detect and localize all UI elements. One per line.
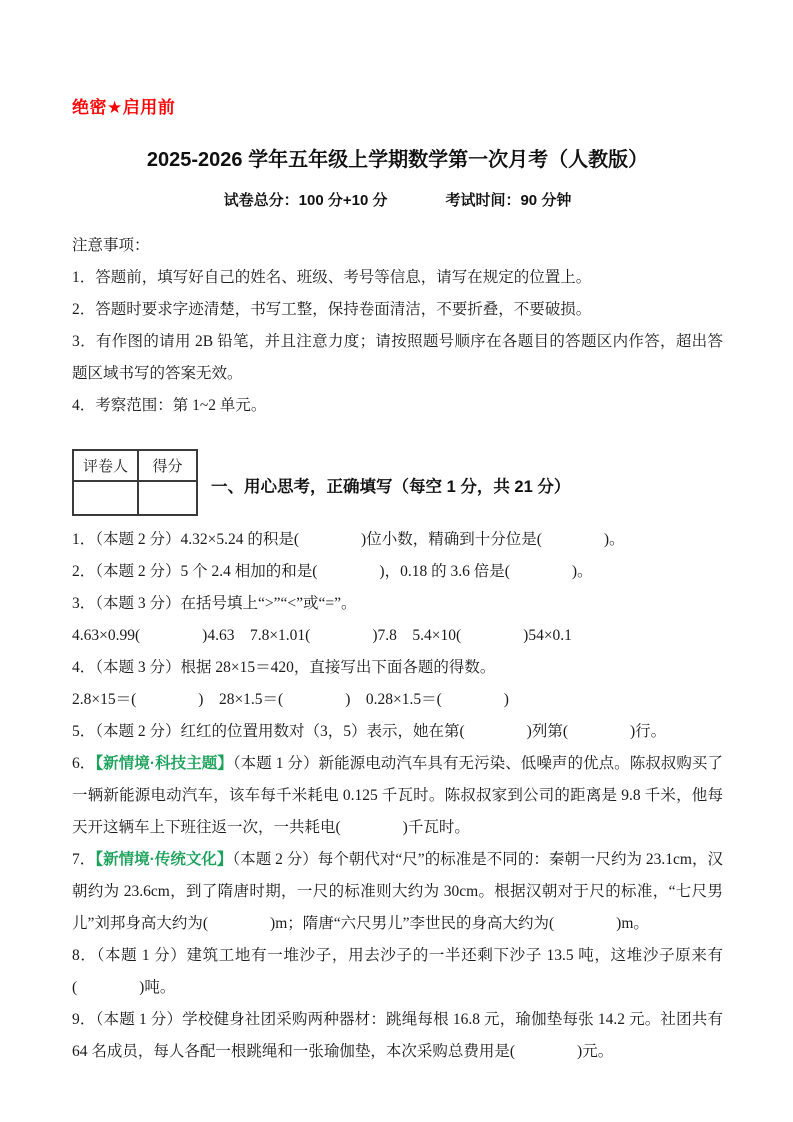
question-text: 8．（本题 1 分）建筑工地有一堆沙子，用去沙子的一半还剩下沙子 13.5 吨，这堆沙子原来有( )吨。 (72, 947, 723, 996)
score-header-cell: 得分 (138, 450, 197, 481)
score-table (72, 449, 198, 516)
question-line (72, 652, 723, 684)
question-text: 7． (72, 851, 96, 868)
notice-item: 3．有作图的请用 2B 铅笔，并且注意力度；请按照题号顺序在各题目的答题区内作答，超出答题区域书写的答案无效。 (72, 333, 723, 382)
score-value-cell (138, 481, 197, 515)
question-text: 4.63×0.99( )4.63 7.8×1.01( )7.8 5.4×10( )54×0.1 (72, 627, 572, 644)
question-text: 6． (72, 755, 96, 772)
question-line (72, 716, 723, 748)
question-line (72, 940, 723, 1004)
grader-value-cell (73, 481, 138, 515)
question-text: 3．（本题 3 分）在括号填上“>”“<”或“=”。 (72, 595, 357, 612)
question-line (72, 524, 723, 556)
score-table-row (72, 449, 723, 516)
notice-heading: 注意事项： (72, 237, 150, 254)
exam-meta (72, 189, 723, 210)
notice-item: 2．答题时要求字迹清楚，书写工整，保持卷面清洁，不要折叠，不要破损。 (72, 301, 592, 318)
question-theme-tag: 【新情境·科技主题】 (95, 755, 233, 772)
question-text: 4．（本题 3 分）根据 28×15＝420，直接写出下面各题的得数。 (72, 659, 496, 676)
question-line (72, 748, 723, 844)
total-score-label: 试卷总分：100 分+10 分 (223, 192, 388, 209)
question-line (72, 1004, 723, 1068)
exam-title: 2025-2026 学年五年级上学期数学第一次月考（人教版） (146, 149, 649, 171)
question-line (72, 844, 723, 940)
question-text: 2．（本题 2 分）5 个 2.4 相加的和是( )，0.18 的 3.6 倍是( )。 (72, 563, 593, 580)
grader-header-cell: 评卷人 (73, 450, 138, 481)
question-line (72, 684, 723, 716)
question-line (72, 620, 723, 652)
question-theme-tag: 【新情境·传统文化】 (95, 851, 233, 868)
questions (72, 524, 723, 1068)
notice-item: 1．答题前，填写好自己的姓名、班级、考号等信息，请写在规定的位置上。 (72, 269, 592, 286)
exam-time-label: 考试时间：90 分钟 (445, 192, 572, 209)
question-text: 2.8×15＝( ) 28×1.5＝( ) 0.28×1.5＝( ) (72, 691, 509, 708)
question-text: 1．（本题 2 分）4.32×5.24 的积是( )位小数，精确到十分位是( )。 (72, 531, 625, 548)
question-line (72, 588, 723, 620)
notice-item: 4．考察范围：第 1~2 单元。 (72, 397, 267, 414)
question-text: 5．（本题 2 分）红红的位置用数对（3，5）表示，她在第( )列第( )行。 (72, 723, 667, 740)
section-1-heading: 一、用心思考，正确填写（每空 1 分，共 21 分） (211, 477, 571, 496)
question-text: （本题 2 分）每个朝代对“尺”的标准是不同的：秦朝一尺约为 23.1cm，汉朝约为 23.6cm，到了隋唐时期，一尺的标准则大约为 30cm。根据汉朝对于尺的标准，“七尺男儿”刘邦身高大约为( )m；隋唐“六尺男儿”李世民的身高大约为( )m。 (72, 851, 723, 932)
question-text: （本题 1 分）新能源电动汽车具有无污染、低噪声的优点。陈叔叔购买了一辆新能源电动汽车，该车每千米耗电 0.125 千瓦时。陈叔叔家到公司的距离是 9.8 千米，他每天开这辆车上下班往返一次，一共耗电( )千瓦时。 (72, 755, 723, 836)
question-line (72, 556, 723, 588)
question-text: 9．（本题 1 分）学校健身社团采购两种器材：跳绳每根 16.8 元，瑜伽垫每张 14.2 元。社团共有 64 名成员，每人各配一根跳绳和一张瑜伽垫，本次采购总费用是( )元。 (72, 1011, 723, 1060)
confidential-banner: 绝密★启用前 (72, 98, 176, 117)
notice-section (72, 230, 723, 422)
